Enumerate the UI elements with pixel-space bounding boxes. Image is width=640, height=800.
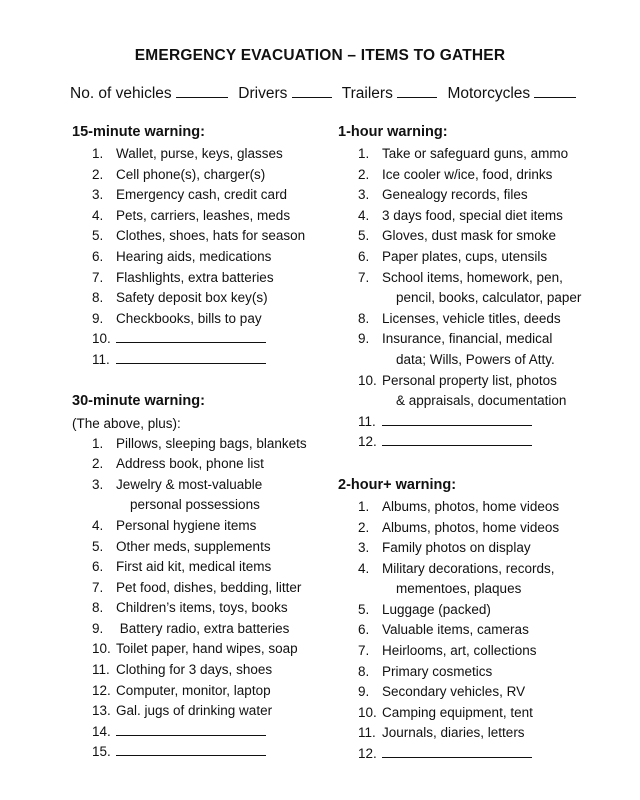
list-item [92,309,342,330]
item-number: 5. [92,538,104,554]
item-number: 3. [358,540,370,556]
item-number: 5. [358,228,370,244]
blank-line[interactable] [116,743,266,756]
item-number: 11. [92,351,110,367]
warning-1h-heading: 1-hour warning: [338,124,448,140]
warning-1h-list [338,144,598,453]
item-text: Personal property list, photos [382,372,557,388]
item-text: Toilet paper, hand wipes, soap [116,641,298,657]
list-item [358,703,598,724]
list-item [92,165,342,186]
item-number: 4. [92,517,104,533]
item-number: 12. [92,682,111,698]
item-text: Other meds, supplements [116,538,271,554]
blank-line[interactable] [116,723,266,736]
list-item [92,681,342,702]
trailers-label: Trailers [341,85,393,102]
list-item [358,620,598,641]
list-item [92,206,342,227]
item-text: Gloves, dust mask for smoke [382,228,557,244]
item-number: 1. [92,435,104,451]
item-text: Personal hygiene items [116,517,257,533]
item-text: Albums, photos, home videos [382,519,560,535]
list-item [358,744,598,765]
item-text: Safety deposit box key(s) [116,290,268,306]
right-column [338,120,598,765]
item-number: 3. [92,476,104,492]
item-text: Clothes, shoes, hats for season [116,228,306,244]
list-item [358,538,598,559]
item-number: 10. [358,372,377,388]
item-text: Pillows, sleeping bags, blankets [116,435,307,451]
list-item [358,165,598,186]
warning-2h-heading: 2-hour+ warning: [338,476,457,493]
item-number: 1. [92,146,104,161]
item-text: Checkbooks, bills to pay [116,310,262,326]
list-item [358,559,598,580]
item-text: Clothing for 3 days, shoes [116,662,273,678]
list-item [92,660,342,681]
item-number: 7. [92,579,104,595]
warning-30-list [72,434,342,764]
list-item [358,185,598,206]
item-text: Jewelry & most-valuable [116,476,263,492]
item-number: 10. [92,641,111,657]
blank-line[interactable] [382,433,532,446]
item-number: 15. [92,744,111,760]
blank-line[interactable] [116,351,266,364]
item-number: 9. [92,620,104,636]
item-number: 6. [92,248,104,264]
list-item [358,600,598,621]
warning-15-heading: 15-minute warning: [72,124,205,140]
item-text: Gal. jugs of drinking water [116,703,273,719]
item-number: 6. [358,248,370,264]
item-number: 12. [358,746,377,762]
item-text: Valuable items, cameras [382,622,529,638]
item-number: 8. [92,600,104,616]
list-item [358,682,598,703]
item-text: Computer, monitor, laptop [116,682,271,698]
item-text: 3 days food, special diet items [382,207,563,223]
list-item [358,641,598,662]
item-number: 7. [358,643,370,659]
item-continuation: personal possessions [130,497,260,513]
list-item [92,722,342,743]
list-item [92,598,342,619]
item-number: 8. [358,310,370,326]
item-text: Ice cooler w/ice, food, drinks [382,166,553,182]
list-item [358,723,598,744]
item-number: 11. [358,725,376,741]
list-item [92,247,342,268]
left-column [72,120,342,763]
item-number: 7. [92,269,104,285]
item-number: 2. [358,519,370,535]
item-text: Heirlooms, art, collections [382,643,537,659]
list-item [358,371,598,392]
item-text: Insurance, financial, medical [382,331,553,347]
item-number: 3. [358,187,370,203]
item-text: Flashlights, extra batteries [116,269,274,285]
list-item [92,350,342,371]
item-continuation: pencil, books, calculator, paper [396,290,582,306]
item-number: 2. [358,166,370,182]
vehicles-label: No. of vehicles [70,85,172,102]
item-number: 3. [92,187,104,203]
item-number: 11. [358,413,376,429]
item-number: 10. [92,331,111,347]
item-text: Cell phone(s), charger(s) [116,166,266,182]
list-item [358,226,598,247]
trailers-blank[interactable] [397,85,437,98]
item-number: 1. [358,146,370,161]
item-number: 4. [358,207,370,223]
item-number: 2. [92,456,104,472]
item-text: Wallet, purse, keys, glasses [116,146,283,161]
item-text: Children’s items, toys, books [116,600,288,616]
list-item [92,288,342,309]
item-text: Journals, diaries, letters [382,725,525,741]
item-text: Albums, photos, home videos [382,498,560,514]
item-number: 10. [358,704,377,720]
list-item [92,578,342,599]
warning-30-heading: 30-minute warning: [72,392,205,409]
list-item [92,434,342,455]
item-text: Luggage (packed) [382,601,491,617]
vehicle-fields [70,85,582,103]
item-number: 5. [92,228,104,244]
item-text: School items, homework, pen, [382,269,563,285]
item-continuation: mementoes, plaques [396,581,522,597]
blank-line[interactable] [382,413,532,426]
page-title: EMERGENCY EVACUATION – ITEMS TO GATHER [134,47,506,64]
item-text: Battery radio, extra batteries [116,620,290,636]
item-number: 14. [92,723,111,739]
item-text: Take or safeguard guns, ammo [382,146,569,161]
item-number: 1. [358,498,370,514]
item-number: 9. [358,684,370,700]
list-item [92,185,342,206]
item-text: Pets, carriers, leashes, meds [116,207,291,223]
list-item [358,432,598,453]
item-number: 7. [358,269,370,285]
item-number: 5. [358,601,370,617]
list-item [358,309,598,330]
blank-line[interactable] [382,745,532,758]
item-text: Hearing aids, medications [116,248,272,264]
warning-2h-list [338,497,598,765]
list-item [358,497,598,518]
item-number: 6. [358,622,370,638]
list-item [92,557,342,578]
list-item [92,329,342,350]
item-number: 8. [358,663,370,679]
list-item [358,329,598,350]
item-number: 12. [358,434,377,450]
item-number: 4. [92,207,104,223]
item-text: Address book, phone list [116,456,264,472]
list-item [92,144,342,165]
item-text: Family photos on display [382,540,531,556]
item-number: 9. [92,310,104,326]
item-text: Secondary vehicles, RV [382,684,526,700]
motorcycles-blank[interactable] [534,85,576,98]
item-text: Licenses, vehicle titles, deeds [382,310,561,326]
list-item [358,662,598,683]
list-item [92,226,342,247]
list-item [92,701,342,722]
item-number: 9. [358,331,370,347]
vehicles-blank[interactable] [176,85,228,98]
item-text: Genealogy records, files [382,187,528,203]
list-item [92,537,342,558]
list-item [358,206,598,227]
list-item [92,742,342,763]
list-item [358,144,598,165]
blank-line[interactable] [116,330,266,343]
item-number: 11. [92,662,110,678]
list-item [358,247,598,268]
item-text: Primary cosmetics [382,663,493,679]
item-continuation: & appraisals, documentation [396,393,567,409]
item-text: Pet food, dishes, bedding, litter [116,579,302,595]
item-text: Emergency cash, credit card [116,187,288,203]
list-item [92,516,342,537]
list-item [92,619,342,640]
list-item [92,454,342,475]
item-number: 2. [92,166,104,182]
item-number: 13. [92,703,111,719]
list-item [92,268,342,289]
item-text: Military decorations, records, [382,560,555,576]
item-continuation: data; Wills, Powers of Atty. [396,351,555,367]
drivers-label: Drivers [238,85,288,102]
list-item [358,412,598,433]
drivers-blank[interactable] [292,85,332,98]
item-number: 4. [358,560,370,576]
motorcycles-label: Motorcycles [447,85,531,102]
item-text: Camping equipment, tent [382,704,533,720]
item-text: Paper plates, cups, utensils [382,248,548,264]
item-number: 8. [92,290,104,306]
warning-15-list [72,144,342,371]
list-item [92,475,342,496]
list-item [92,639,342,660]
item-text: First aid kit, medical items [116,559,272,575]
list-item [358,268,598,289]
list-item [358,518,598,539]
item-number: 6. [92,559,104,575]
warning-30-intro: (The above, plus): [72,415,181,431]
